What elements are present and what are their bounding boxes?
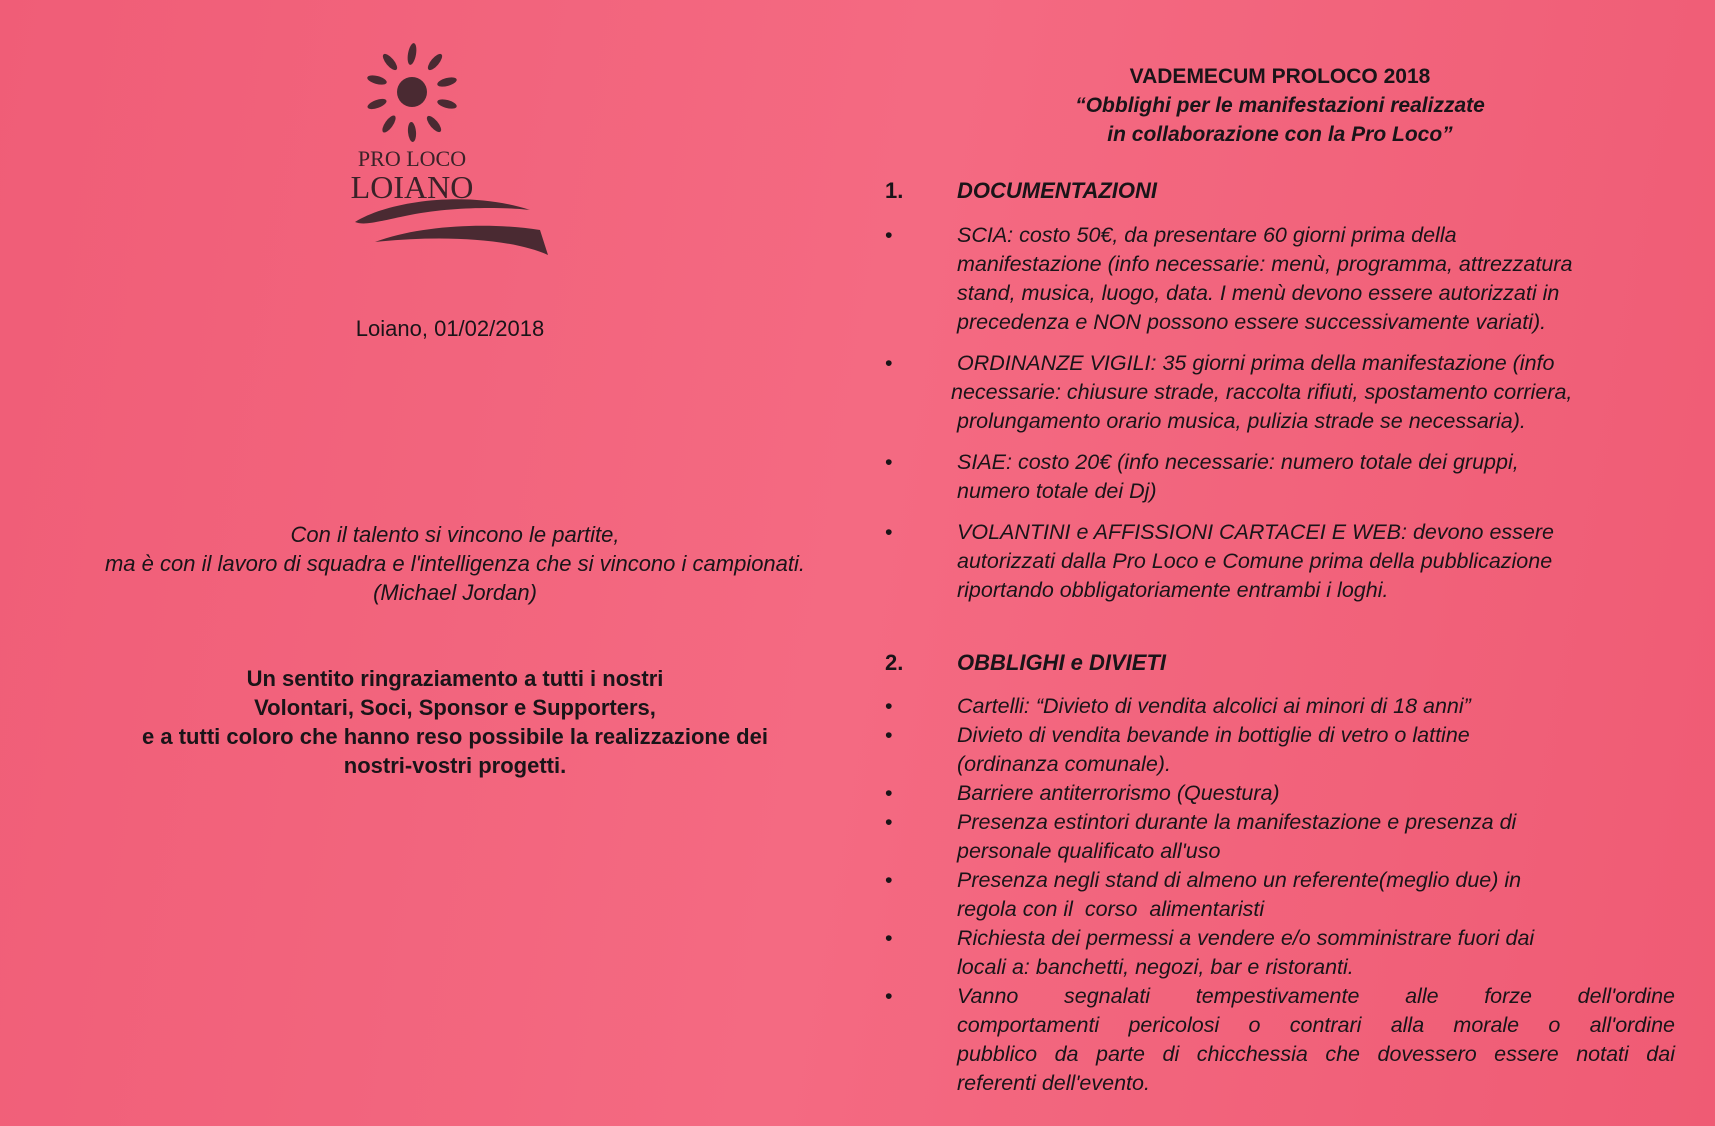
bullet: • <box>885 694 893 718</box>
bullet: • <box>885 450 893 474</box>
item-line: pubblico da parte di chicchessia che dovessero essere notati dai <box>957 1042 1675 1066</box>
item-line: stand, musica, luogo, data. I menù devono essere autorizzati in <box>957 281 1560 305</box>
list-item <box>885 779 1675 808</box>
bullet: • <box>885 351 893 375</box>
bullet: • <box>885 810 893 834</box>
bullet: • <box>885 223 893 247</box>
document-subtitle: in collaborazione con la Pro Loco” <box>1107 123 1453 146</box>
list-item <box>885 349 1675 436</box>
item-line: Presenza estintori durante la manifestazione e presenza di <box>957 810 1517 834</box>
list-item <box>885 221 1675 337</box>
pro-loco-logo <box>350 40 565 265</box>
svg-text:LOIANO: LOIANO <box>350 169 474 205</box>
item-line: Richiesta dei permessi a vendere e/o somministrare fuori dai <box>957 926 1535 950</box>
section-1-heading <box>885 178 1157 204</box>
section-number: 1. <box>885 178 904 203</box>
item-line: referenti dell'evento. <box>957 1071 1150 1095</box>
list-item <box>885 518 1675 605</box>
bullet: • <box>885 984 893 1008</box>
item-line: manifestazione (info necessarie: menù, programma, attrezzatura <box>957 252 1573 276</box>
bullet: • <box>885 723 893 747</box>
section-2-list <box>885 692 1675 1098</box>
item-line: locali a: banchetti, negozi, bar e ristoranti. <box>957 955 1354 979</box>
item-line: precedenza e NON possono essere successivamente variati). <box>957 310 1547 334</box>
section-title: OBBLIGHI e DIVIETI <box>957 650 1167 675</box>
list-item <box>885 448 1675 506</box>
section-title: DOCUMENTAZIONI <box>957 178 1158 203</box>
list-item <box>885 866 1675 924</box>
bullet: • <box>885 520 893 544</box>
document-header <box>980 62 1580 149</box>
list-item <box>885 721 1675 779</box>
thanks-line: nostri-vostri progetti. <box>343 753 567 778</box>
item-line: prolungamento orario musica, pulizia strade se necessaria). <box>957 409 1526 433</box>
item-line: Divieto di vendita bevande in bottiglie di vetro o lattine <box>957 723 1470 747</box>
section-2-heading <box>885 650 1166 676</box>
document-subtitle: “Obblighi per le manifestazioni realizzate <box>1075 94 1485 117</box>
item-line: regola con il corso alimentaristi <box>957 897 1265 921</box>
item-line: (ordinanza comunale). <box>957 752 1171 776</box>
bullet: • <box>885 781 893 805</box>
item-line: comportamenti pericolosi o contrari alla morale o all'ordine <box>957 1013 1675 1037</box>
list-item <box>885 924 1675 982</box>
item-line: autorizzati dalla Pro Loco e Comune prima della pubblicazione <box>957 549 1553 573</box>
item-line: Vanno segnalati tempestivamente alle forze dell'ordine <box>957 984 1675 1008</box>
item-line: Presenza negli stand di almeno un referente(meglio due) in <box>957 868 1522 892</box>
thanks-line: e a tutti coloro che hanno reso possibile la realizzazione dei <box>142 724 768 749</box>
section-number: 2. <box>885 650 904 675</box>
quote-block <box>20 520 890 607</box>
sun-logo-icon <box>350 40 565 265</box>
item-line: VOLANTINI e AFFISSIONI CARTACEI E WEB: devono essere <box>957 520 1555 544</box>
item-line: Cartelli: “Divieto di vendita alcolici ai minori di 18 anni” <box>957 694 1471 718</box>
item-line: numero totale dei Dj) <box>957 479 1157 503</box>
item-line: SCIA: costo 50€, da presentare 60 giorni prima della <box>957 223 1457 247</box>
quote-line: Con il talento si vincono le partite, <box>290 522 620 547</box>
item-line: Barriere antiterrorismo (Questura) <box>957 781 1280 805</box>
item-line: necessarie: chiusure strade, raccolta rifiuti, spostamento corriera, <box>951 380 1573 404</box>
list-item <box>885 692 1675 721</box>
list-item <box>885 808 1675 866</box>
svg-text:PRO LOCO: PRO LOCO <box>357 146 467 171</box>
bullet: • <box>885 926 893 950</box>
thanks-line: Volontari, Soci, Sponsor e Supporters, <box>254 695 656 720</box>
list-item <box>885 982 1675 1098</box>
section-1-list <box>885 221 1675 617</box>
document-title: VADEMECUM PROLOCO 2018 <box>1129 65 1431 88</box>
item-line: ORDINANZE VIGILI: 35 giorni prima della manifestazione (info <box>957 351 1555 375</box>
thanks-line: Un sentito ringraziamento a tutti i nostri <box>246 666 664 691</box>
date-line: Loiano, 01/02/2018 <box>355 316 545 341</box>
thanks-block <box>20 664 890 780</box>
bullet: • <box>885 868 893 892</box>
item-line: SIAE: costo 20€ (info necessarie: numero totale dei gruppi, <box>957 450 1519 474</box>
item-line: personale qualificato all'uso <box>957 839 1221 863</box>
item-line: riportando obbligatoriamente entrambi i loghi. <box>957 578 1389 602</box>
quote-line: ma è con il lavoro di squadra e l'intelligenza che si vincono i campionati. <box>104 551 806 576</box>
quote-author: (Michael Jordan) <box>373 580 537 605</box>
